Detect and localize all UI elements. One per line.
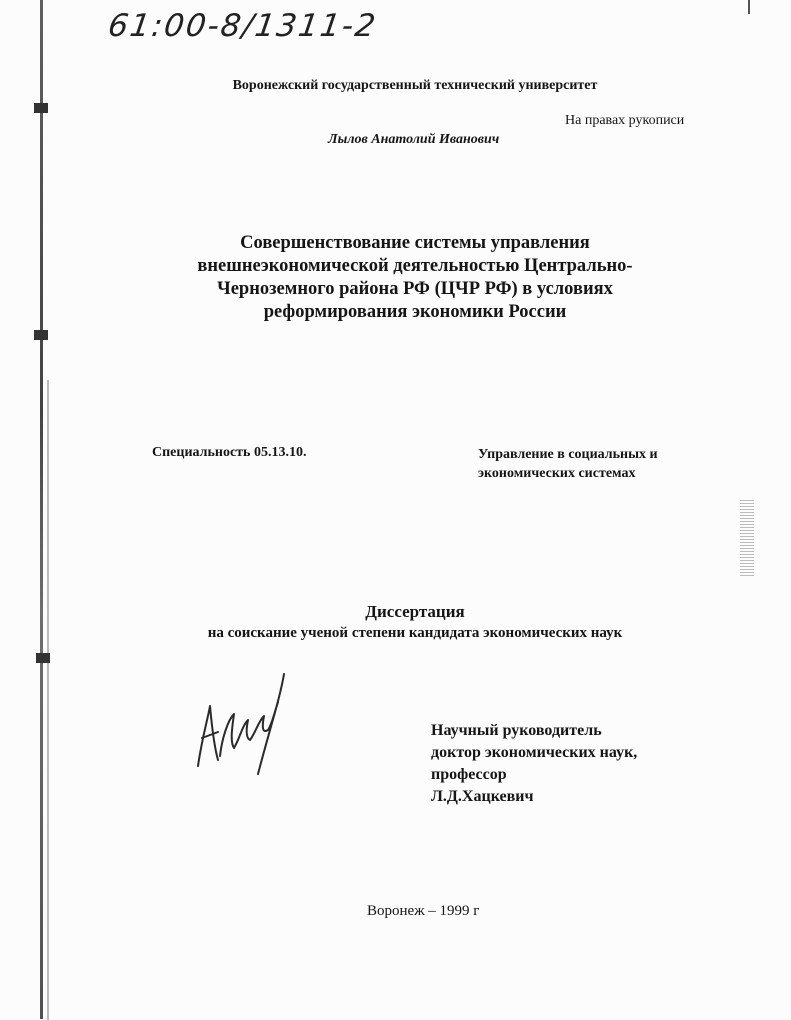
scientific-advisor — [431, 720, 637, 808]
advisor-line: Научный руководитель — [431, 722, 602, 739]
signature-icon — [188, 668, 300, 780]
title-line: внешнеэкономической деятельностью Центрально- — [197, 256, 633, 276]
city-year: Воронеж – 1999 г — [367, 903, 480, 919]
specialty-name — [478, 445, 658, 483]
archive-number: 61:00-8/1311-2 — [105, 8, 380, 44]
dissertation-type — [160, 601, 670, 643]
university-name: Воронежский государственный технический университет — [232, 78, 598, 93]
dissertation-label: Диссертация — [365, 602, 465, 621]
manuscript-rights-note: На правах рукописи — [565, 113, 685, 128]
author-name: Лылов Анатолий Иванович — [328, 132, 500, 147]
title-line: Черноземного района РФ (ЦЧР РФ) в условиях — [217, 279, 613, 299]
scan-edge-left — [40, 0, 43, 1019]
scan-speckle — [740, 498, 754, 576]
scan-mark — [34, 103, 48, 113]
specialty-code: Специальность 05.13.10. — [152, 445, 307, 460]
advisor-line: доктор экономических наук, — [431, 744, 638, 761]
specialty-name-line: экономических системах — [478, 466, 636, 481]
title-line: реформирования экономики России — [263, 302, 567, 322]
dissertation-title — [160, 232, 670, 324]
scan-mark — [36, 653, 50, 663]
degree-subtitle: на соискание ученой степени кандидата экономических наук — [207, 625, 623, 641]
advisor-line: Л.Д.Хацкевич — [431, 788, 534, 805]
scan-mark — [34, 330, 48, 340]
scan-edge-right — [748, 0, 750, 14]
specialty-name-line: Управление в социальных и — [478, 447, 658, 462]
title-line: Совершенствование системы управления — [240, 233, 590, 253]
advisor-line: профессор — [431, 766, 507, 783]
scan-edge-left-secondary — [47, 380, 49, 1020]
